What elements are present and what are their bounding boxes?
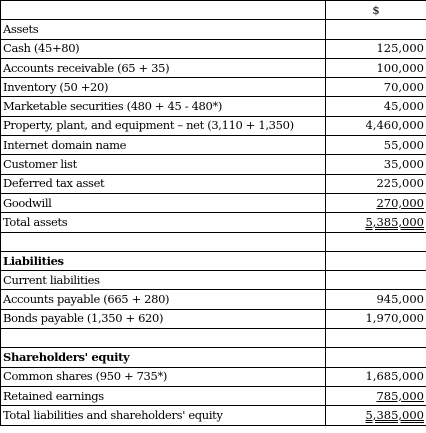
row-amount-cell [326,309,426,328]
row-amount-value: 785,000 [376,388,424,403]
table-row [1,174,426,193]
row-amount-value: 70,000 [383,79,424,94]
row-amount-cell [326,136,426,155]
table-row [1,97,426,116]
row-amount-value: 270,000 [376,195,424,210]
row-label-cell: Total liabilities and shareholders' equity [1,406,326,425]
row-label-cell [1,329,326,348]
row-amount-cell [326,193,426,212]
table-row [1,232,426,251]
row-label-cell [1,232,326,251]
table-row [1,329,426,348]
table-row [1,386,426,405]
row-amount-value: 35,000 [383,157,424,172]
table-row [1,193,426,212]
row-amount-cell [326,39,426,58]
row-amount-cell [326,20,426,39]
table-row [1,290,426,309]
row-amount-value: 45,000 [383,99,424,114]
row-amount-cell [326,348,426,367]
table-row [1,309,426,328]
balance-sheet-body [1,1,426,426]
row-amount-value: 55,000 [383,137,424,152]
row-label-cell: Internet domain name [1,136,326,155]
row-label-cell: Cash (45+80) [1,39,326,58]
table-row [1,39,426,58]
table-row [1,20,426,39]
row-label-cell: Current liabilities [1,271,326,290]
row-amount-value: 100,000 [376,60,424,75]
row-amount-cell [326,386,426,405]
row-label-cell: Goodwill [1,193,326,212]
table-row [1,58,426,77]
table-row [1,78,426,97]
table-row [1,406,426,425]
header-row [1,1,426,20]
table-row [1,136,426,155]
row-amount-value: 1,970,000 [365,311,424,326]
header-label-cell [1,1,326,20]
row-amount-cell [326,367,426,386]
row-amount-cell [326,232,426,251]
row-label-cell: Liabilities [1,251,326,270]
row-amount-value: 1,685,000 [365,369,424,384]
row-label-cell: Customer list [1,155,326,174]
row-label-cell: Retained earnings [1,386,326,405]
table-row [1,155,426,174]
row-label-cell: Shareholders' equity [1,348,326,367]
row-label-cell: Common shares (950 + 735*) [1,367,326,386]
row-amount-cell [326,58,426,77]
row-label-cell: Accounts receivable (65 + 35) [1,58,326,77]
table-row [1,367,426,386]
row-amount-cell [326,251,426,270]
row-amount-cell [326,97,426,116]
row-label-cell: Assets [1,20,326,39]
row-amount-cell [326,290,426,309]
table-row [1,348,426,367]
row-amount-cell [326,78,426,97]
table-row [1,213,426,232]
row-amount-value: 225,000 [376,176,424,191]
row-label-cell: Inventory (50 +20) [1,78,326,97]
row-label-cell: Bonds payable (1,350 + 620) [1,309,326,328]
row-label-cell: Deferred tax asset [1,174,326,193]
row-amount-value: 945,000 [376,292,424,307]
row-label-cell: Marketable securities (480 + 45 - 480*) [1,97,326,116]
row-amount-value: 5,385,000 [365,214,424,229]
row-label-cell: Accounts payable (665 + 280) [1,290,326,309]
row-amount-value: 4,460,000 [365,118,424,133]
row-amount-value: 5,385,000 [365,407,424,422]
row-amount-cell [326,155,426,174]
row-label-cell: Total assets [1,213,326,232]
table-row [1,251,426,270]
currency-header-cell: $ [326,1,426,20]
row-label-cell: Property, plant, and equipment – net (3,110 + 1,350) [1,116,326,135]
row-amount-cell [326,329,426,348]
table-row [1,271,426,290]
row-amount-cell [326,406,426,425]
table-row [1,116,426,135]
row-amount-cell [326,174,426,193]
row-amount-cell [326,213,426,232]
row-amount-cell [326,271,426,290]
row-amount-cell [326,116,426,135]
row-amount-value: 125,000 [376,41,424,56]
